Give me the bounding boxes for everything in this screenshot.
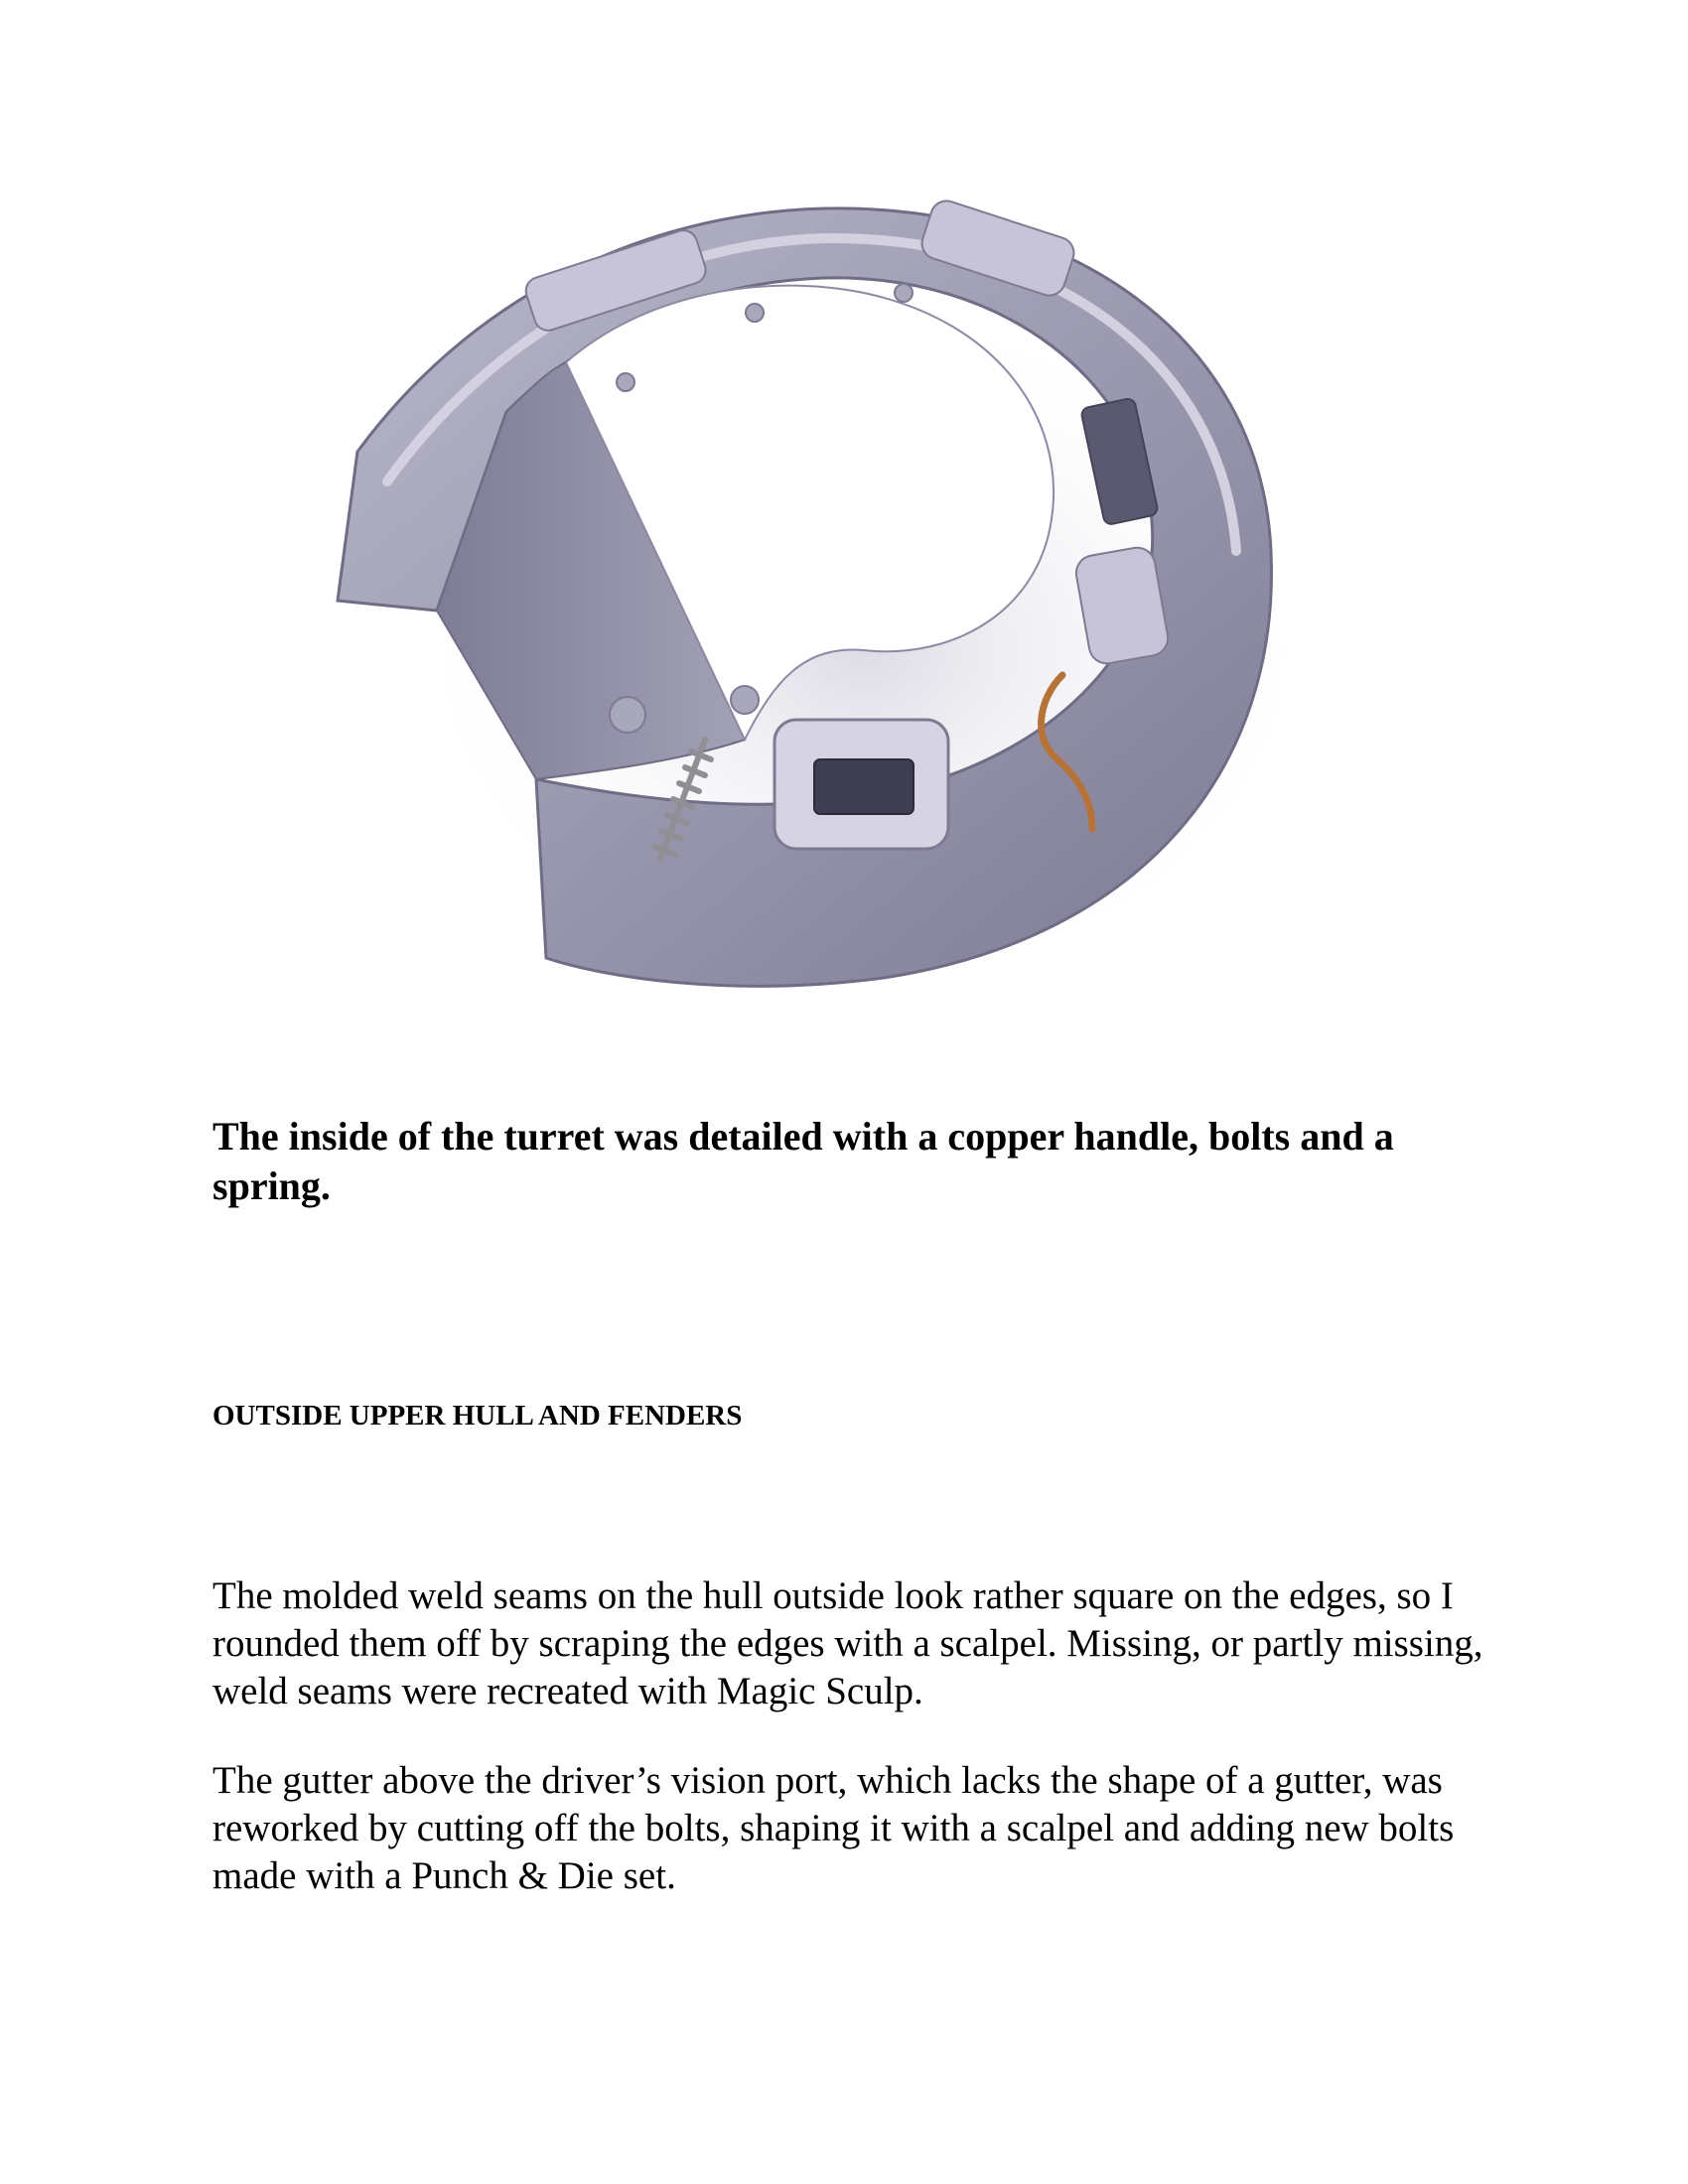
bolt <box>746 304 764 322</box>
bolt <box>617 373 634 391</box>
section-heading: OUTSIDE UPPER HULL AND FENDERS <box>212 1400 743 1432</box>
bolt <box>895 284 913 302</box>
photo-caption: The inside of the turret was detailed with a copper handle, bolts and a spring. <box>212 1114 1394 1208</box>
bolt <box>610 697 645 733</box>
turret-photo <box>308 184 1360 1037</box>
body-paragraph: The molded weld seams on the hull outside look rather square on the edges, so I rounded them off by scraping the edges with a scalpel. Missing, or partly missing, weld seams were recreated with Magic Sculp. <box>212 1574 1483 1712</box>
body-paragraph: The gutter above the driver’s vision port, which lacks the shape of a gutter, was reworked by cutting off the bolts, shaping it with a scalpel and adding new bolts made with a Punch & Die set. <box>212 1759 1455 1897</box>
vision-port-glass <box>814 759 914 814</box>
turret-illustration <box>308 184 1360 1037</box>
bolt <box>731 686 759 714</box>
